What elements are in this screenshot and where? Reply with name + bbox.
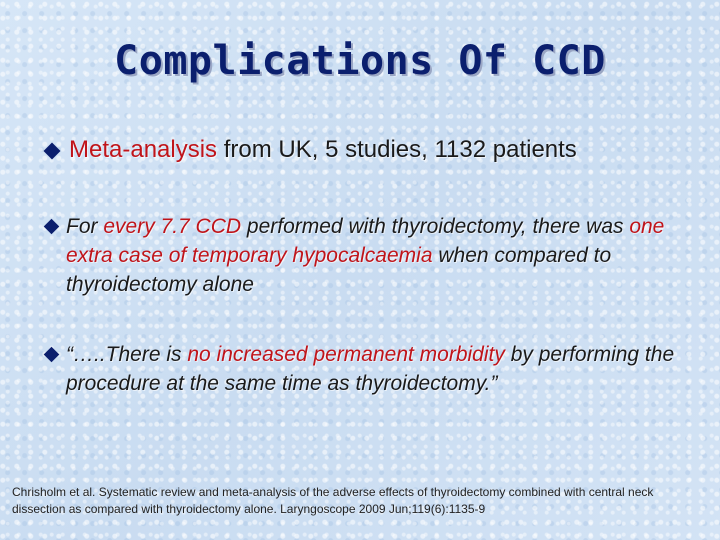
plain-text: performed with thyroidectomy, there was xyxy=(241,215,630,238)
plain-text: “…..There is xyxy=(66,343,188,366)
diamond-bullet-icon xyxy=(44,347,60,363)
plain-text: from UK, 5 studies, 1132 patients xyxy=(217,136,577,163)
bullet-morbidity-quote xyxy=(42,340,680,398)
bullet-hypocalcaemia xyxy=(42,212,680,299)
highlight-text: Meta-analysis xyxy=(69,136,218,163)
highlight-text: no increased permanent morbidity xyxy=(187,343,505,366)
slide-title: Complications Of CCD xyxy=(114,38,606,84)
highlight-text: one extra case of temporary hypocalcaemia xyxy=(66,215,665,267)
bullet-text xyxy=(69,136,680,164)
highlight-text: every 7.7 CCD xyxy=(103,215,242,238)
plain-text: by performing the procedure at the same time as thyroidectomy.” xyxy=(66,343,675,395)
bullet-text xyxy=(66,212,680,299)
diamond-bullet-icon xyxy=(44,143,61,160)
bullet-text xyxy=(66,340,680,398)
reference-citation: Chrisholm et al. Systematic review and meta-analysis of the adverse effects of thyroidectomy combined with central neck dissection as compared with thyroidectomy alone. Laryngoscope 2009 Jun;119(6):1135-9 xyxy=(12,485,654,516)
bullet-meta-analysis xyxy=(42,136,680,164)
diamond-bullet-icon xyxy=(44,219,60,235)
plain-text: For xyxy=(66,215,104,238)
plain-text: when compared to thyroidectomy alone xyxy=(66,244,612,296)
